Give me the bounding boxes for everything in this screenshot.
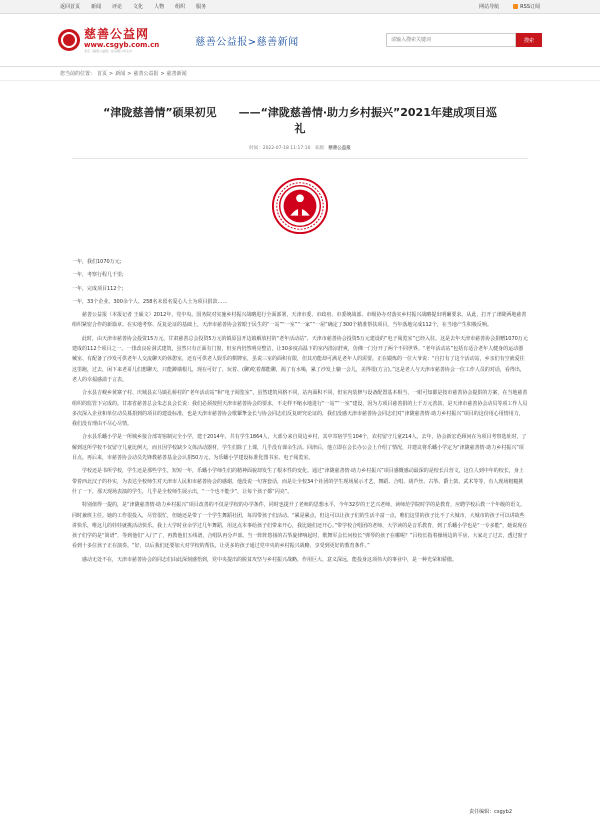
- article-meta: [72, 145, 528, 151]
- site-logo[interactable]: [58, 28, 159, 53]
- breadcrumb-prefix: 您当前的位置：: [60, 71, 96, 77]
- site-nav-link[interactable]: 网站导航: [479, 4, 500, 10]
- article-paragraph: 合水县乐蟠小学是一所城乡接合部寄宿制完全小学，建于2014年，共有学生1864人，大部分来自周边乡村，其中寄宿学生104个，农村留守儿童214人。去年，协会新宏范顾问在为项目考察选址时，了解到这所学校不仅留守儿童比例大，而且因学校缺少文体活动器材，学生们除了上课，几乎没有课余生活。回津后，他立即在会长办公会上介绍了情况，并建议将乐蟠小学定为“津陇慈善情·助力乡村振兴”项目点。再后来，市慈善协会动员先锋教慈善基金会认捐50万元，为乐蟠小学建设标准化图书室、电子阅览室。: [72, 434, 527, 462]
- article-paragraph: 此时，由天津市慈善协会投资15万元、甘肃慈善总会投资5万元的镇原县开边镇解放村的“老年活动站”、天津市慈善协会投资5万元建设的“电子阅览室”已经入驻。这是去年天津市慈善协会捐赠1070万元建成的112个项目之一。一排改良砼洞式建筑，虽然只有正面有门窗，但室内仍然明亮整洁，让30多度高温下的室内清凉舒爽，仿佛一门分开了两个不同世界。“老年活动站”包括有适合老年人健身的运动器械室、有配备了沙发可供老年人交流聊天的休憩室，还有可供老人娱乐的棋牌室，虽说三室的面积有限，但其功能却可满足老年人的需要。正在锻炼的一位大爷说：“自打有了这个活动站，乡亲们有空就爱往这里跑，过去，闲下来老哥几们想聊天，只能蹲墙根儿，现在可好了，玩着、(聊)吃着都能聊，渴了有水喝，累了沙发上躺一会儿，美得很(方言)。”这是老人与天津市慈善协会一位工作人员的对话，看得出，老人的幸福感溢于言表。: [72, 335, 528, 383]
- article-paragraph: 一年，33个企业、300余个人、258名未留名爱心人士为项目捐款……: [72, 298, 228, 305]
- section-title: 慈善公益报>慈善新闻: [195, 36, 299, 48]
- editor-name: csgyb2: [494, 809, 512, 815]
- search-button[interactable]: 搜索: [516, 33, 542, 47]
- responsible-editor: [469, 808, 512, 815]
- breadcrumb-sep: >: [109, 70, 114, 77]
- article-paragraph: 学校还是书所学校，学生还是那些学生，短短一年，乐蟠小学师生们的精神面貌却发生了根本性的变化。通过“津陇慈善情·助力乡村振兴”项目感慨感动最深的是校长吕营文，这位人到中年的校长，身上带着西北汉子的朴实，为表达全校师生对天津市人民和市慈善协会的感谢，他没说一句客套话，而是让全校34个社团的学生现场展示才艺，舞蹈、合唱、葫芦丝、古筝、爵士鼓、武术等等，有人现场粗糙挑什了一下，那天现场表演的学生，几乎是全校师生展示出，“一个也不能少”，让每个孩子都“闪亮”。: [72, 468, 524, 495]
- article: [0, 105, 600, 565]
- rss-label: RSS订阅: [520, 4, 540, 10]
- article-paragraph: 一年，完成项目112个;: [72, 285, 124, 292]
- article-paragraph: 特别值得一提的，是“津陇慈善情·助力乡村振兴”项目改善的不仅是学校的办学条件，同时也提升了老师的思想水平，今年32岁的王艺兴老师，读师范学院时学的是教育，应聘学校后教一个年级的语文，同时兼班主任。她的工作很投入，尽管很忙，但她还是带了一个学生舞蹈社团，每周带孩子们活动。“累是累点，但这可以让孩子们的生活丰富一点，唯们这里的孩子比不了大城市，大城市的孩子可以讲故些讲快乐，唯这儿的娃娃就挑活动快乐。我上大学时业余学过几年舞蹈，用这点本事给孩子们带来开心，我比她们还开心。”带学校合唱团的老师，大学读的是音乐教育，到了乐蟠小学也是“一专多能”，她说现在孩子们学的是“简谱”，等到他们“入门”了，再教他们五线谱，合唱队再分声部。当一阵阵悠扬的古筝旋律响起时，歌舞军会长问校长“弹琴的孩子在哪呢？”吕校长指着操场边的平房，大家走了过去，透过窗子看到十多位孩子正在演奏。“好，以后我们还要加大对学校的帮扶，让更多的孩子通过党中央的乡村振兴战略，享受到更好的教育条件。”: [72, 502, 528, 550]
- logo-subtitle: 北京《慈善公益报》社有限公司主办: [84, 48, 133, 53]
- breadcrumb-paper[interactable]: 慈善公益报: [133, 71, 159, 77]
- top-bar: [0, 0, 600, 14]
- top-nav: [60, 3, 206, 10]
- site-header: [0, 14, 600, 66]
- article-image: [72, 177, 528, 235]
- charity-emblem-icon: [271, 177, 329, 235]
- publish-time: 2022-07-18 11:17:10: [262, 146, 311, 151]
- article-paragraph: 感动无处不在，天津市慈善协会的同志们由此深刻感悟到，党中央提出的脱贫攻坚与乡村振兴战略，作用巨大、意义深远，能投身这项伟大的事业中，是一种光荣和骄傲。: [82, 556, 458, 563]
- article-paragraph: 合水县吉岘乡黄寨子村、庆城县玄马镇孔桥村的“老年活动站”和“电子阅览室”，虽然建筑风格不同，站内面积不同，但室内装修与设备配置基本相当，一眼可知都是按市慈善协会提供的方案，在当地慈善组织的监管下完成的。甘肃省慈善总会朱志良会长说：我们必须按照天津市慈善协会的要求，不走样不缩水地进行“一站”“一室”建设，因为方项目慈善捐的上千万元善款，是天津市慈善协会动员等项工作人员多次深入企业和单位动员募捐到的项目的建设标准，也是天津市慈善协会歌颦挚金长与协会同志们反复研究论证的，我们没感天津市慈善协会同志们对“津陇慈善情·助力乡村振兴”项目的这份用心用情用力，我们没有理由不尽心尽情。: [72, 390, 528, 428]
- top-nav-news[interactable]: 新闻: [91, 4, 102, 10]
- top-nav-service[interactable]: 服务: [196, 4, 207, 10]
- top-nav-home[interactable]: 返回首页: [60, 4, 81, 10]
- breadcrumb-home[interactable]: 首页: [97, 71, 108, 77]
- top-nav-people[interactable]: 人物: [154, 4, 165, 10]
- search-box: [386, 33, 542, 47]
- rss-link[interactable]: [513, 3, 540, 10]
- breadcrumb: [0, 67, 600, 81]
- logo-name: 慈善公益网: [84, 26, 150, 41]
- article-title: “津陇慈善情”硕果初见 ——“津陇慈善情·助力乡村振兴”2021年建成项目巡礼: [103, 106, 497, 135]
- logo-url: www.csgyb.com.cn: [84, 40, 160, 49]
- editor-label: 责任编辑：: [469, 809, 495, 815]
- article-source: 慈善公益报: [328, 146, 351, 151]
- article-paragraph: 一年，考察行程几千里;: [72, 272, 124, 279]
- logo-text: [84, 28, 159, 53]
- article-paragraph: 一年，我们1070万元;: [72, 259, 122, 265]
- breadcrumb-news[interactable]: 新闻: [115, 71, 126, 77]
- top-nav-comment[interactable]: 评论: [112, 4, 123, 10]
- top-right-links: [479, 3, 540, 10]
- logo-emblem-icon: [58, 29, 80, 51]
- rss-icon: [513, 4, 518, 9]
- meta-divider: [72, 158, 528, 159]
- top-nav-culture[interactable]: 文化: [133, 4, 144, 10]
- source-label: 来源：: [314, 146, 329, 151]
- breadcrumb-sep: >: [127, 70, 132, 77]
- breadcrumb-sep: >: [160, 70, 165, 77]
- search-input[interactable]: [386, 33, 516, 47]
- time-label: 时间：: [249, 146, 263, 151]
- breadcrumb-charity-news[interactable]: 慈善新闻: [166, 71, 187, 77]
- article-body: [72, 257, 528, 565]
- article-paragraph: 慈善公益报（本报记者 王硕文）2012年，党中央、国务院对实施乡村振兴战略进行全面部署，天津市委、市政府、市委统战部、市级协办对落实乡村振兴战略提出明确要求。从此，打开了津陇两地慈善组织紧密合作的新篇章。在实地考察、反复论证的基础上，天津市慈善协会着眼于民生的“一站”“一室”“一家”“一屋”确定了300个精准帮扶项目，当年落地完成112个，在当地产生积极反响。: [72, 312, 527, 329]
- top-nav-organization[interactable]: 组织: [175, 4, 186, 10]
